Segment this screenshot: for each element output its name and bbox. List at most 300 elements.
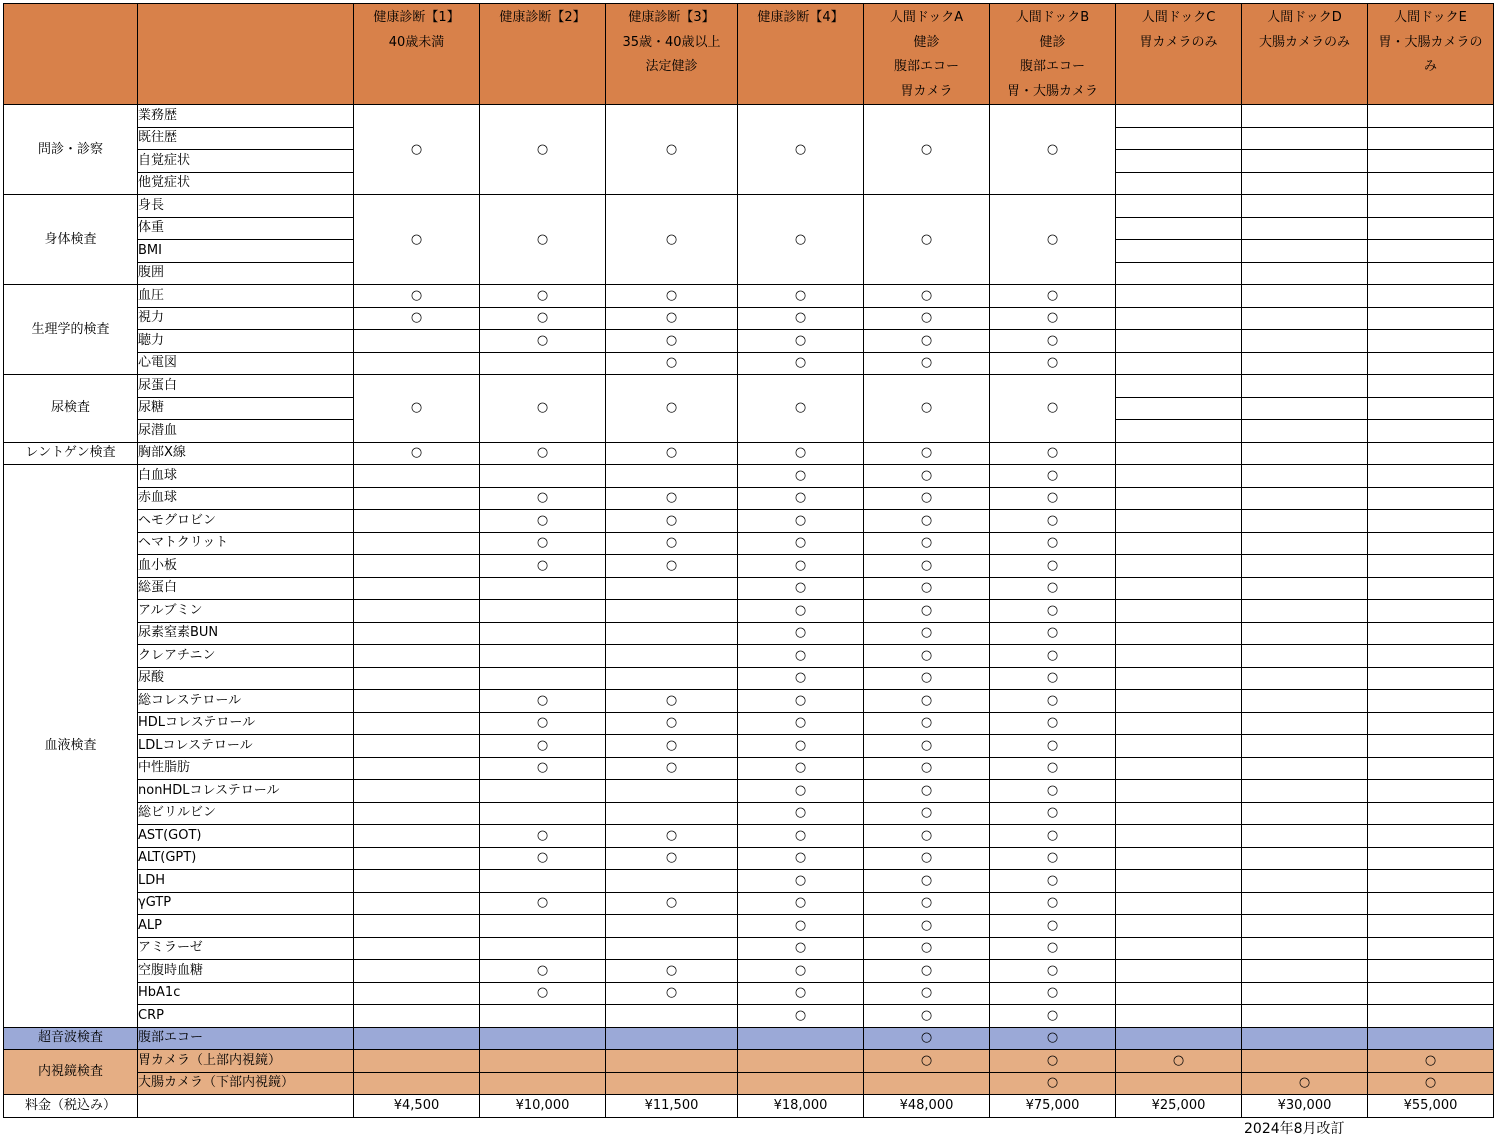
empty-cell xyxy=(1116,330,1242,353)
empty-cell xyxy=(354,960,480,983)
included-mark: ○ xyxy=(480,330,606,353)
included-mark: ○ xyxy=(738,667,864,690)
exam-item: 既往歴 xyxy=(138,127,354,150)
included-mark: ○ xyxy=(738,307,864,330)
empty-cell xyxy=(1242,847,1368,870)
empty-cell xyxy=(354,645,480,668)
empty-cell xyxy=(1242,622,1368,645)
empty-cell xyxy=(1368,532,1494,555)
empty-cell xyxy=(1368,712,1494,735)
table-row xyxy=(4,825,1494,848)
included-mark: ○ xyxy=(864,847,990,870)
empty-cell xyxy=(1116,487,1242,510)
included-mark: ○ xyxy=(606,105,738,195)
exam-item: 中性脂肪 xyxy=(138,757,354,780)
empty-cell xyxy=(1242,735,1368,758)
table-row xyxy=(4,465,1494,488)
empty-cell xyxy=(354,982,480,1005)
empty-cell xyxy=(1116,577,1242,600)
included-mark: ○ xyxy=(990,622,1116,645)
included-mark: ○ xyxy=(354,442,480,465)
empty-cell xyxy=(1242,937,1368,960)
included-mark: ○ xyxy=(990,307,1116,330)
empty-cell xyxy=(1368,982,1494,1005)
included-mark: ○ xyxy=(864,352,990,375)
empty-cell xyxy=(1116,847,1242,870)
empty-cell xyxy=(1116,667,1242,690)
empty-cell xyxy=(354,780,480,803)
empty-cell xyxy=(354,825,480,848)
price-value: ¥25,000 xyxy=(1116,1095,1242,1118)
empty-cell xyxy=(606,577,738,600)
empty-cell xyxy=(1242,555,1368,578)
empty-cell xyxy=(1242,712,1368,735)
empty-cell xyxy=(1368,195,1494,218)
included-mark: ○ xyxy=(864,510,990,533)
empty-cell xyxy=(1116,285,1242,308)
exam-item: 心電図 xyxy=(138,352,354,375)
included-mark: ○ xyxy=(738,487,864,510)
included-mark: ○ xyxy=(990,105,1116,195)
table-row xyxy=(4,892,1494,915)
included-mark: ○ xyxy=(990,915,1116,938)
header-course-line: 健康診断【2】 xyxy=(499,10,586,25)
empty-cell xyxy=(354,600,480,623)
empty-cell xyxy=(1368,555,1494,578)
included-mark: ○ xyxy=(864,555,990,578)
included-mark: ○ xyxy=(738,960,864,983)
empty-cell xyxy=(606,600,738,623)
included-mark: ○ xyxy=(738,352,864,375)
empty-cell xyxy=(1368,870,1494,893)
included-mark: ○ xyxy=(864,532,990,555)
price-value: ¥10,000 xyxy=(480,1095,606,1118)
included-mark: ○ xyxy=(606,510,738,533)
included-mark: ○ xyxy=(738,442,864,465)
empty-cell xyxy=(1116,510,1242,533)
header-course-line: 健診 xyxy=(913,34,940,50)
included-mark: ○ xyxy=(990,780,1116,803)
empty-cell xyxy=(1116,420,1242,443)
exam-item: BMI xyxy=(138,240,354,263)
price-value: ¥30,000 xyxy=(1242,1095,1368,1118)
empty-cell xyxy=(1242,510,1368,533)
empty-cell xyxy=(1242,217,1368,240)
included-mark: ○ xyxy=(990,960,1116,983)
empty-cell xyxy=(1116,172,1242,195)
header-course-line: 健康診断【4】 xyxy=(757,10,844,25)
included-mark: ○ xyxy=(1242,1072,1368,1095)
health-checkup-table xyxy=(3,3,1494,1118)
table-row xyxy=(4,105,1494,128)
table-row xyxy=(4,555,1494,578)
exam-item: 自覚症状 xyxy=(138,150,354,173)
exam-item: 体重 xyxy=(138,217,354,240)
header-course-line: 人間ドックC xyxy=(1141,10,1216,25)
header-course-line: 腹部エコー xyxy=(893,59,959,74)
category-cell: 超音波検査 xyxy=(4,1027,138,1050)
empty-cell xyxy=(1242,757,1368,780)
empty-cell xyxy=(1242,150,1368,173)
empty-cell xyxy=(1116,712,1242,735)
included-mark: ○ xyxy=(606,352,738,375)
empty-cell xyxy=(1116,757,1242,780)
empty-cell xyxy=(1116,960,1242,983)
included-mark: ○ xyxy=(606,375,738,443)
empty-cell xyxy=(354,667,480,690)
empty-cell xyxy=(1368,240,1494,263)
empty-cell xyxy=(480,1005,606,1028)
included-mark: ○ xyxy=(864,757,990,780)
table-row xyxy=(4,915,1494,938)
table-row xyxy=(4,375,1494,398)
empty-cell xyxy=(1242,982,1368,1005)
category-cell: 尿検査 xyxy=(4,375,138,443)
included-mark: ○ xyxy=(990,757,1116,780)
included-mark: ○ xyxy=(738,892,864,915)
included-mark: ○ xyxy=(738,757,864,780)
empty-cell xyxy=(1242,172,1368,195)
price-value: ¥11,500 xyxy=(606,1095,738,1118)
empty-cell xyxy=(738,1050,864,1073)
empty-cell xyxy=(1242,307,1368,330)
header-course-6 xyxy=(990,4,1116,105)
category-cell: 内視鏡検査 xyxy=(4,1050,138,1095)
included-mark: ○ xyxy=(990,442,1116,465)
empty-cell xyxy=(1116,352,1242,375)
included-mark: ○ xyxy=(738,285,864,308)
empty-cell xyxy=(354,1072,480,1095)
table-row xyxy=(4,352,1494,375)
empty-cell xyxy=(606,1050,738,1073)
empty-cell xyxy=(480,870,606,893)
included-mark: ○ xyxy=(990,510,1116,533)
revision-date: 2024年8月改訂 xyxy=(1244,1121,1345,1137)
included-mark: ○ xyxy=(990,802,1116,825)
empty-cell xyxy=(1368,577,1494,600)
empty-cell xyxy=(1116,195,1242,218)
included-mark: ○ xyxy=(990,195,1116,285)
included-mark: ○ xyxy=(480,487,606,510)
exam-item: 血小板 xyxy=(138,555,354,578)
empty-cell xyxy=(606,915,738,938)
included-mark: ○ xyxy=(864,825,990,848)
empty-cell xyxy=(1242,397,1368,420)
header-course-line: 人間ドックB xyxy=(1015,10,1090,25)
empty-cell xyxy=(1368,172,1494,195)
included-mark: ○ xyxy=(738,982,864,1005)
included-mark: ○ xyxy=(738,735,864,758)
included-mark: ○ xyxy=(864,690,990,713)
empty-cell xyxy=(1242,352,1368,375)
header-course-line: 腹部エコー xyxy=(1019,59,1085,74)
included-mark: ○ xyxy=(990,285,1116,308)
included-mark: ○ xyxy=(990,690,1116,713)
included-mark: ○ xyxy=(990,330,1116,353)
empty-cell xyxy=(354,847,480,870)
included-mark: ○ xyxy=(480,510,606,533)
included-mark: ○ xyxy=(354,195,480,285)
empty-cell xyxy=(1116,397,1242,420)
included-mark: ○ xyxy=(606,825,738,848)
empty-cell xyxy=(1242,960,1368,983)
price-label: 料金（税込み） xyxy=(4,1095,138,1118)
included-mark: ○ xyxy=(990,577,1116,600)
included-mark: ○ xyxy=(606,712,738,735)
empty-cell xyxy=(1116,532,1242,555)
included-mark: ○ xyxy=(864,982,990,1005)
exam-item: AST(GOT) xyxy=(138,825,354,848)
header-item-blank xyxy=(138,4,354,105)
empty-cell xyxy=(738,1072,864,1095)
header-course-line: 人間ドックE xyxy=(1394,10,1467,25)
table-row xyxy=(4,757,1494,780)
empty-cell xyxy=(1368,847,1494,870)
included-mark: ○ xyxy=(480,375,606,443)
empty-cell xyxy=(1368,892,1494,915)
included-mark: ○ xyxy=(864,780,990,803)
included-mark: ○ xyxy=(864,915,990,938)
empty-cell xyxy=(1116,600,1242,623)
included-mark: ○ xyxy=(606,982,738,1005)
category-cell: 問診・診察 xyxy=(4,105,138,195)
price-value: ¥18,000 xyxy=(738,1095,864,1118)
exam-item: LDH xyxy=(138,870,354,893)
included-mark: ○ xyxy=(990,600,1116,623)
empty-cell xyxy=(1242,532,1368,555)
included-mark: ○ xyxy=(606,960,738,983)
included-mark: ○ xyxy=(480,735,606,758)
empty-cell xyxy=(606,465,738,488)
header-course-8 xyxy=(1242,4,1368,105)
exam-item: 業務歴 xyxy=(138,105,354,128)
exam-item: 空腹時血糖 xyxy=(138,960,354,983)
included-mark: ○ xyxy=(606,892,738,915)
empty-cell xyxy=(1368,420,1494,443)
table-row xyxy=(4,645,1494,668)
empty-cell xyxy=(1368,600,1494,623)
empty-cell xyxy=(354,465,480,488)
empty-cell xyxy=(1242,780,1368,803)
included-mark: ○ xyxy=(864,735,990,758)
empty-cell xyxy=(1116,982,1242,1005)
empty-cell xyxy=(354,937,480,960)
included-mark: ○ xyxy=(738,577,864,600)
header-course-line: 胃カメラ xyxy=(900,83,953,99)
exam-item: 胃カメラ（上部内視鏡） xyxy=(138,1050,354,1073)
category-cell: 身体検査 xyxy=(4,195,138,285)
included-mark: ○ xyxy=(990,667,1116,690)
empty-cell xyxy=(354,622,480,645)
empty-cell xyxy=(1368,510,1494,533)
empty-cell xyxy=(1368,217,1494,240)
header-course-line: 胃カメラのみ xyxy=(1139,34,1218,50)
included-mark: ○ xyxy=(480,690,606,713)
empty-cell xyxy=(1116,622,1242,645)
empty-cell xyxy=(480,1072,606,1095)
empty-cell xyxy=(1242,420,1368,443)
included-mark: ○ xyxy=(354,375,480,443)
included-mark: ○ xyxy=(738,105,864,195)
empty-cell xyxy=(1368,937,1494,960)
empty-cell xyxy=(1242,127,1368,150)
empty-cell xyxy=(1116,1027,1242,1050)
empty-cell xyxy=(1242,1005,1368,1028)
empty-cell xyxy=(480,577,606,600)
empty-cell xyxy=(1368,442,1494,465)
header-course-7 xyxy=(1116,4,1242,105)
empty-cell xyxy=(1368,780,1494,803)
empty-cell xyxy=(738,1027,864,1050)
included-mark: ○ xyxy=(864,105,990,195)
empty-cell xyxy=(354,352,480,375)
included-mark: ○ xyxy=(606,847,738,870)
table-row xyxy=(4,307,1494,330)
empty-cell xyxy=(1242,1027,1368,1050)
table-row xyxy=(4,487,1494,510)
category-cell: 生理学的検査 xyxy=(4,285,138,375)
included-mark: ○ xyxy=(990,1072,1116,1095)
empty-cell xyxy=(1368,375,1494,398)
exam-item: 尿酸 xyxy=(138,667,354,690)
header-row xyxy=(4,4,1494,105)
included-mark: ○ xyxy=(738,1005,864,1028)
table-row xyxy=(4,1005,1494,1028)
included-mark: ○ xyxy=(480,555,606,578)
included-mark: ○ xyxy=(480,532,606,555)
included-mark: ○ xyxy=(480,712,606,735)
header-course-line: 健康診断【1】 xyxy=(373,10,460,25)
empty-cell xyxy=(354,757,480,780)
empty-cell xyxy=(1242,915,1368,938)
included-mark: ○ xyxy=(606,330,738,353)
empty-cell xyxy=(1116,780,1242,803)
included-mark: ○ xyxy=(864,937,990,960)
exam-item: 血圧 xyxy=(138,285,354,308)
included-mark: ○ xyxy=(864,375,990,443)
empty-cell xyxy=(480,1027,606,1050)
empty-cell xyxy=(1242,667,1368,690)
included-mark: ○ xyxy=(990,847,1116,870)
exam-item: HDLコレステロール xyxy=(138,712,354,735)
exam-item: 総コレステロール xyxy=(138,690,354,713)
empty-cell xyxy=(1242,105,1368,128)
empty-cell xyxy=(1116,127,1242,150)
empty-cell xyxy=(1116,217,1242,240)
included-mark: ○ xyxy=(864,330,990,353)
empty-cell xyxy=(1368,397,1494,420)
table-row xyxy=(4,802,1494,825)
included-mark: ○ xyxy=(864,645,990,668)
included-mark: ○ xyxy=(480,307,606,330)
included-mark: ○ xyxy=(990,1005,1116,1028)
empty-cell xyxy=(1368,757,1494,780)
empty-cell xyxy=(354,1027,480,1050)
empty-cell xyxy=(354,802,480,825)
included-mark: ○ xyxy=(738,622,864,645)
empty-cell xyxy=(1116,915,1242,938)
included-mark: ○ xyxy=(738,645,864,668)
category-cell: 血液検査 xyxy=(4,465,138,1028)
included-mark: ○ xyxy=(480,442,606,465)
included-mark: ○ xyxy=(864,892,990,915)
table-row xyxy=(4,960,1494,983)
included-mark: ○ xyxy=(864,285,990,308)
included-mark: ○ xyxy=(738,825,864,848)
header-course-line: 法定健診 xyxy=(645,59,698,74)
empty-cell xyxy=(1116,465,1242,488)
table-row xyxy=(4,937,1494,960)
empty-cell xyxy=(480,465,606,488)
exam-item: アルブミン xyxy=(138,600,354,623)
included-mark: ○ xyxy=(738,847,864,870)
empty-cell xyxy=(1242,262,1368,285)
empty-cell xyxy=(1116,105,1242,128)
included-mark: ○ xyxy=(738,465,864,488)
included-mark: ○ xyxy=(738,870,864,893)
empty-cell xyxy=(1242,487,1368,510)
empty-cell xyxy=(1116,1072,1242,1095)
category-cell: レントゲン検査 xyxy=(4,442,138,465)
included-mark: ○ xyxy=(864,960,990,983)
exam-item: 腹部エコー xyxy=(138,1027,354,1050)
included-mark: ○ xyxy=(864,667,990,690)
empty-cell xyxy=(1368,915,1494,938)
empty-cell xyxy=(354,532,480,555)
included-mark: ○ xyxy=(990,1027,1116,1050)
table-row xyxy=(4,442,1494,465)
included-mark: ○ xyxy=(990,1050,1116,1073)
empty-cell xyxy=(1368,285,1494,308)
empty-cell xyxy=(354,555,480,578)
table-row xyxy=(4,667,1494,690)
header-course-line: 大腸カメラのみ xyxy=(1258,34,1350,50)
exam-item: 総蛋白 xyxy=(138,577,354,600)
empty-cell xyxy=(1116,555,1242,578)
table-row xyxy=(4,847,1494,870)
included-mark: ○ xyxy=(738,780,864,803)
empty-cell xyxy=(480,937,606,960)
exam-item: 尿糖 xyxy=(138,397,354,420)
empty-cell xyxy=(354,892,480,915)
included-mark: ○ xyxy=(606,442,738,465)
table-row xyxy=(4,622,1494,645)
included-mark: ○ xyxy=(606,307,738,330)
table-row xyxy=(4,780,1494,803)
table-row xyxy=(4,195,1494,218)
empty-cell xyxy=(1368,150,1494,173)
header-course-2 xyxy=(480,4,606,105)
empty-cell xyxy=(1116,690,1242,713)
included-mark: ○ xyxy=(990,870,1116,893)
included-mark: ○ xyxy=(990,555,1116,578)
empty-cell xyxy=(1368,352,1494,375)
price-item-blank xyxy=(138,1095,354,1118)
price-row xyxy=(4,1095,1494,1118)
exam-item: 身長 xyxy=(138,195,354,218)
empty-cell xyxy=(606,870,738,893)
included-mark: ○ xyxy=(738,195,864,285)
table-row xyxy=(4,870,1494,893)
empty-cell xyxy=(1242,375,1368,398)
table-row xyxy=(4,285,1494,308)
included-mark: ○ xyxy=(606,285,738,308)
empty-cell xyxy=(606,937,738,960)
exam-item: ヘマトクリット xyxy=(138,532,354,555)
empty-cell xyxy=(1242,690,1368,713)
empty-cell xyxy=(480,802,606,825)
header-course-line: 40歳未満 xyxy=(388,34,445,50)
